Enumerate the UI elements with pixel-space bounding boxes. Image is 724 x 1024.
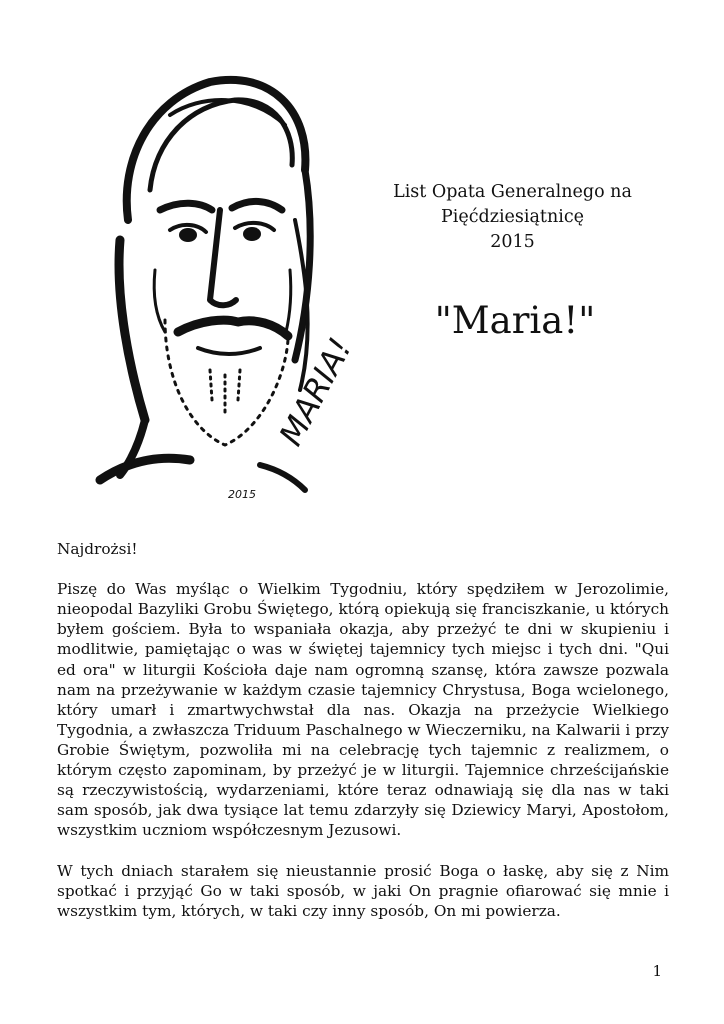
letter-title [385, 180, 640, 255]
letter-body [57, 539, 669, 941]
paragraph-2: W tych dniach starałem się nieustannie prosić Boga o łaskę, aby się z Nim spotkać i przyjąć Go w taki sposób, w jaki On pragnie ofiarować się mnie i wszystkim tym, których, w taki czy inny sposób, On mi powierza. [57, 861, 669, 920]
greeting: Najdrożsi! [57, 540, 138, 558]
inscription-text: MARIA! [271, 331, 360, 452]
christ-ink-drawing [60, 70, 380, 510]
signature-text: 2015 [228, 488, 256, 501]
title-line-1: List Opata Generalnego na [393, 182, 632, 202]
page-number: 1 [652, 962, 662, 980]
title-line-2: Pięćdziesiątnicę [441, 207, 584, 227]
main-heading: "Maria!" [434, 299, 596, 342]
paragraph-1: Piszę do Was myśląc o Wielkim Tygodniu, który spędziłem w Jerozolimie, nieopodal Bazyliki Grobu Świętego, którą opiekują się franciszkanie, u których byłem gościem. Była to wspaniała okazja, aby przeżyć te dni w skupieniu i modlitwie, pamiętając o was w świętej tajemnicy tych miejsc i tych dni. "Qui ed ora" w liturgii Kościoła daje nam ogromną szansę, która zawsze pozwala nam na przeżywanie w każdym czasie tajemnicy Chrystusa, Boga wcielonego, który umarł i zmartwychwstał dla nas. Okazja na przeżycie Wielkiego Tygodnia, a zwłaszcza Triduum Paschalnego w Wieczerniku, na Kalwarii i przy Grobie Świętym, pozwoliła mi na celebrację tych tajemnic z realizmem, o którym często zapominam, by przeżyć je w liturgii. Tajemnice chrześcijańskie są rzeczywistością, wydarzeniami, które teraz odnawiają się dla nas w taki sam sposób, jak dwa tysiące lat temu zdarzyły się Dziewicy Maryi, Apostołom, wszystkim uczniom współczesnym Jezusowi. [57, 580, 669, 840]
title-line-3: 2015 [490, 232, 535, 252]
ink-drawing-svg [60, 70, 380, 510]
